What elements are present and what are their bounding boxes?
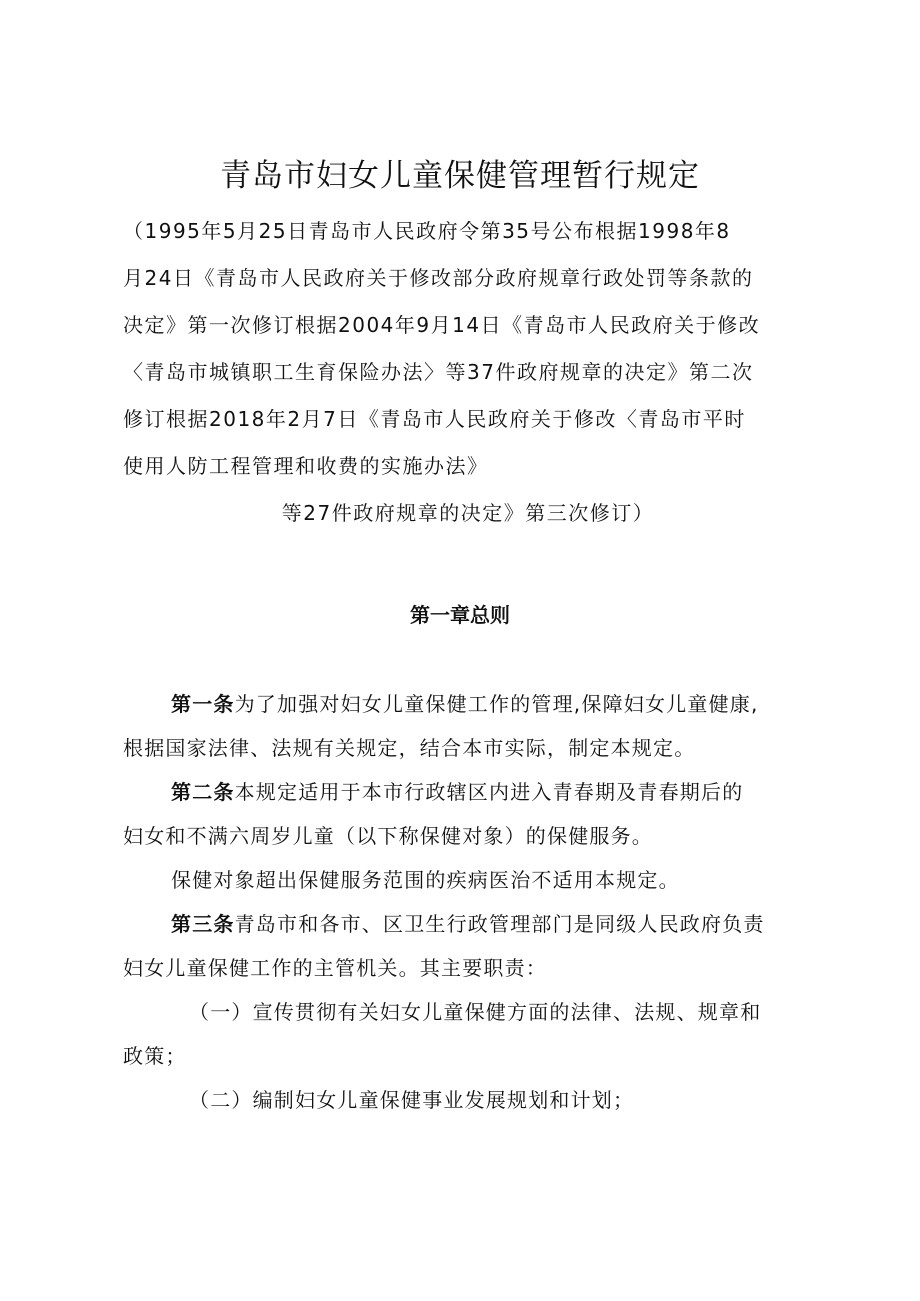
preamble-line: 〈青岛市城镇职工生育保险办法〉等37件政府规章的决定》第二次 <box>123 360 754 384</box>
preamble-line: 修订根据2018年2月7日《青岛市人民政府关于修改〈青岛市平时 <box>123 407 746 431</box>
document-preamble <box>123 208 813 537</box>
article-3-label: 第三条 <box>171 912 235 936</box>
article-1-line-2: 根据国家法律、法规有关规定，结合本市实际，制定本规定。 <box>123 736 696 760</box>
preamble-line: 等27件政府规章的决定》第三次修订） <box>281 501 655 525</box>
preamble-line: 使用人防工程管理和收费的实施办法》 <box>123 454 489 478</box>
article-2-line-3: 保健对象超出保健服务范围的疾病医治不适用本规定。 <box>171 868 680 892</box>
article-3-text: 青岛市和各市、区卫生行政管理部门是同级人民政府负责 <box>234 912 765 936</box>
article-1-label: 第一条 <box>171 692 235 716</box>
article-1-text: 为了加强对妇女儿童保健工作的管理,保障妇女儿童健康, <box>234 692 759 716</box>
article-3-line-2: 妇女儿童保健工作的主管机关。其主要职责： <box>123 956 547 980</box>
article-3-line-1 <box>123 902 813 946</box>
article-3-item-1-line-1: （一）宣传贯彻有关妇女儿童保健方面的法律、法规、规章和 <box>189 1000 762 1024</box>
article-2-label: 第二条 <box>171 780 235 804</box>
document-body <box>123 682 813 1122</box>
preamble-line: 决定》第一次修订根据2004年9月14日《青岛市人民政府关于修改 <box>123 313 761 337</box>
article-2-line-2: 妇女和不满六周岁儿童（以下称保健对象）的保健服务。 <box>123 824 653 848</box>
chapter-title: 第一章总则 <box>410 603 510 627</box>
preamble-line: 月24日《青岛市人民政府关于修改部分政府规章行政处罚等条款的 <box>123 266 754 290</box>
article-2-text: 本规定适用于本市行政辖区内进入青春期及青春期后的 <box>234 780 744 804</box>
article-3-item-2: （二）编制妇女儿童保健事业发展规划和计划； <box>189 1088 635 1112</box>
document-title: 青岛市妇女儿童保健管理暂行规定 <box>220 158 700 194</box>
preamble-line: （1995年5月25日青岛市人民政府令第35号公布根据1998年8 <box>123 219 731 243</box>
article-2-line-1 <box>123 770 813 814</box>
article-3-item-1-line-2: 政策； <box>123 1044 187 1068</box>
article-1-line-1 <box>123 682 813 726</box>
